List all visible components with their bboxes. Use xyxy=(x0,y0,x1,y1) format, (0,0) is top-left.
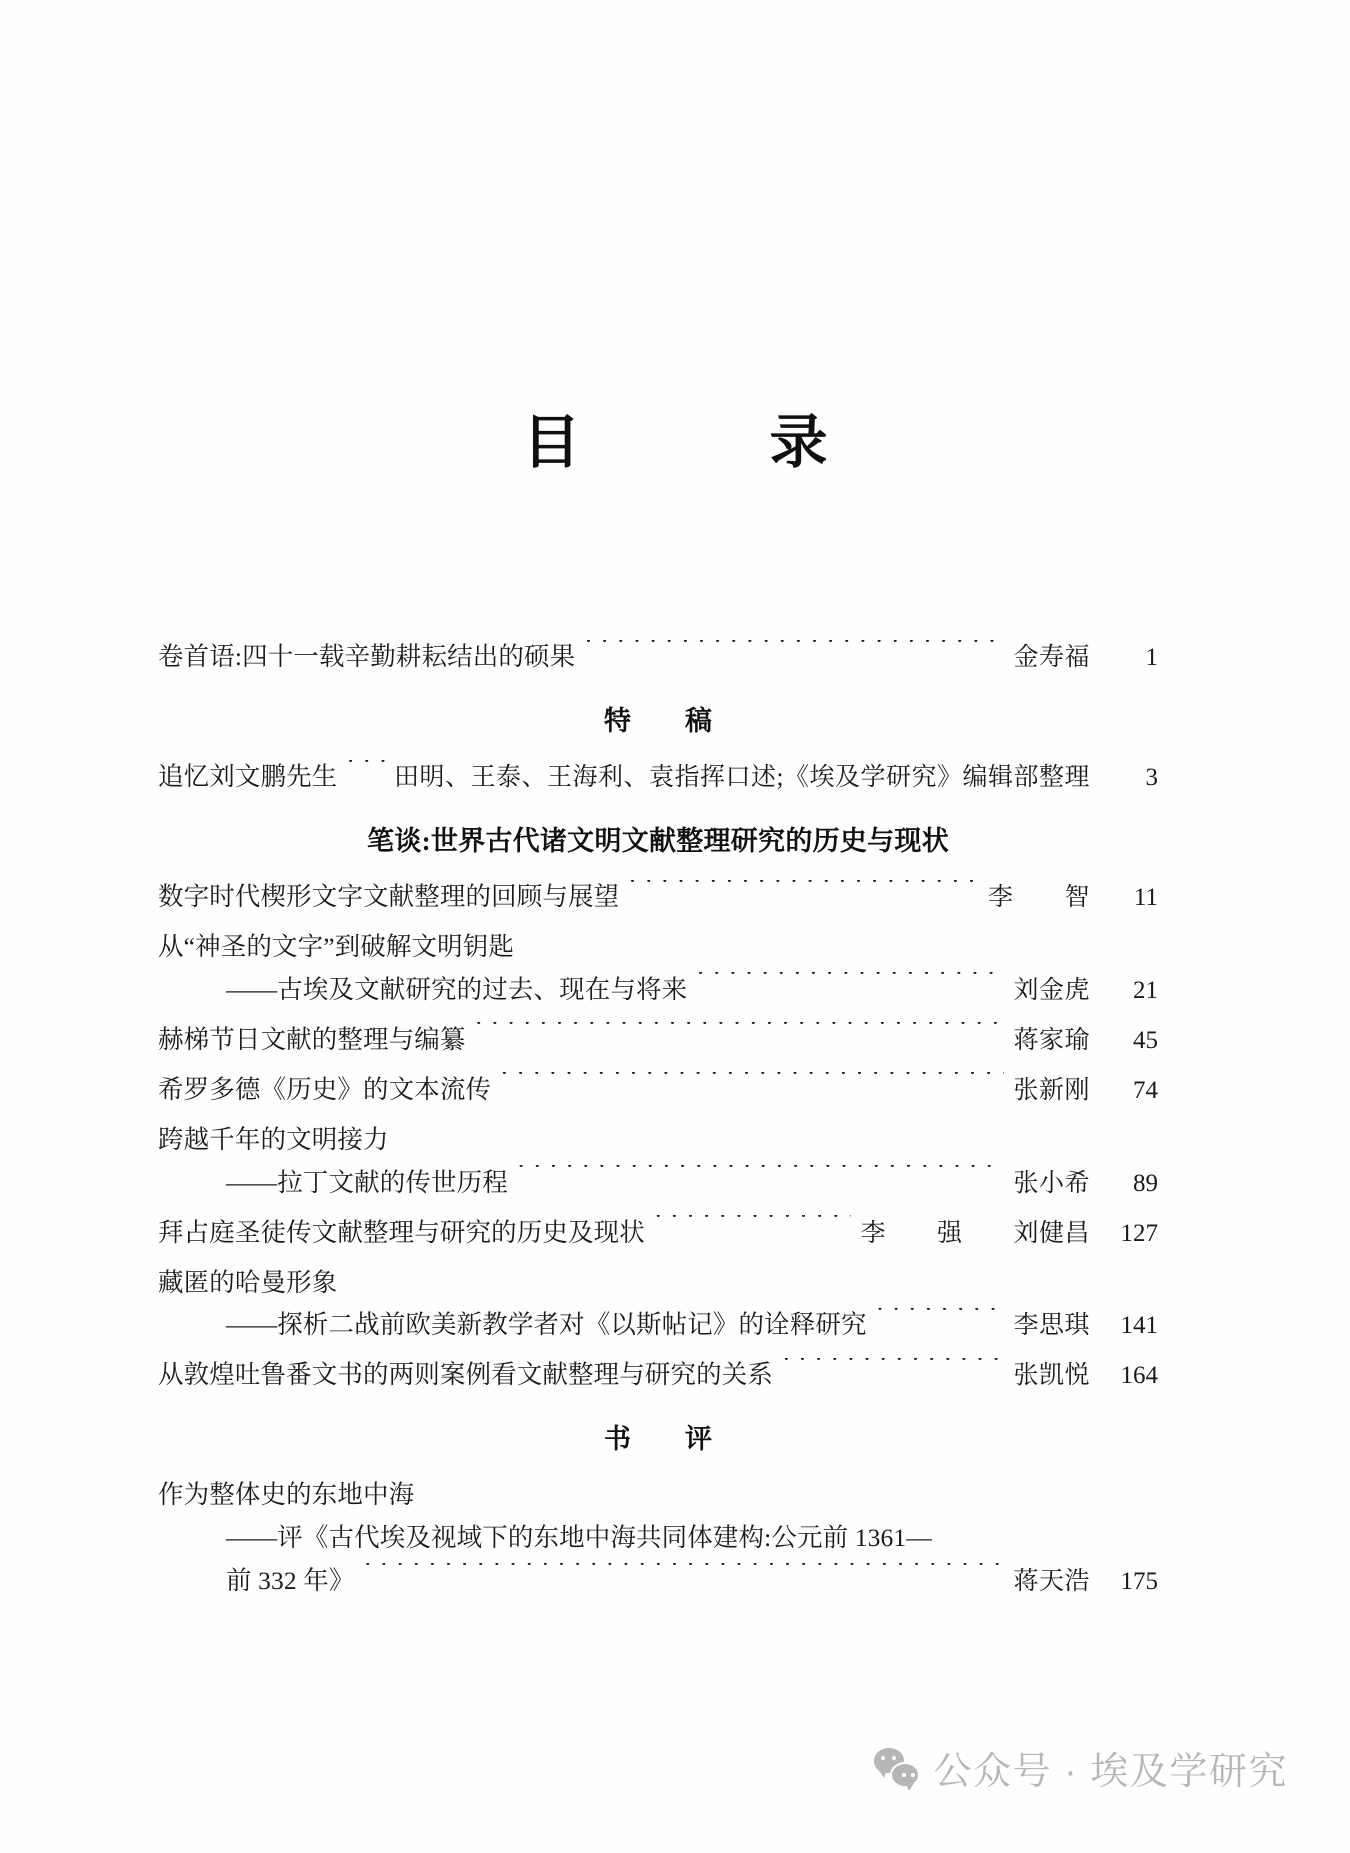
toc-entry-authors: 李 强 刘健昌 xyxy=(860,1219,1090,1247)
toc-entry[interactable] xyxy=(158,638,1158,677)
toc-entry-title-line[interactable] xyxy=(158,1121,1158,1160)
toc-entry-title: 藏匿的哈曼形象 xyxy=(158,1267,338,1297)
toc-entry[interactable] xyxy=(158,1214,1158,1253)
toc-entry-title: ——评《古代埃及视域下的东地中海共同体建构:公元前 1361— xyxy=(226,1523,932,1552)
toc-entry[interactable] xyxy=(158,1562,1158,1601)
leader-dots xyxy=(876,1308,1005,1334)
toc-entry-title: 从敦煌吐鲁番文书的两则案例看文献整理与研究的关系 xyxy=(158,1360,774,1390)
toc-entry-title: 卷首语:四十一载辛勤耕耘结出的硕果 xyxy=(158,642,576,671)
toc-entry-title: 赫梯节日文献的整理与编纂 xyxy=(158,1024,466,1054)
toc-entry[interactable] xyxy=(158,1071,1158,1110)
leader-dots xyxy=(364,1563,1005,1589)
toc-entry-authors: 蒋家瑜 xyxy=(1013,1026,1090,1054)
section-heading: 笔谈:世界古代诸文明文献整理研究的历史与现状 xyxy=(367,826,949,856)
toc-entry-title: 从“神圣的文字”到破解文明钥匙 xyxy=(158,932,515,961)
leader-dots xyxy=(475,1022,1005,1048)
toc-entry-title: ——探析二战前欧美新教学者对《以斯帖记》的诠释研究 xyxy=(226,1310,867,1340)
toc-entry-title-line[interactable] xyxy=(158,1519,1158,1558)
wechat-icon xyxy=(874,1748,920,1788)
toc-entry-title: 数字时代楔形文字文献整理的回顾与展望 xyxy=(158,882,620,911)
toc-entry-page: 175 xyxy=(1120,1567,1158,1595)
toc-entry-page: 74 xyxy=(1133,1076,1158,1104)
table-of-contents xyxy=(158,638,1158,1612)
toc-entry[interactable] xyxy=(158,1306,1158,1345)
toc-entry-page: 1 xyxy=(1145,644,1158,671)
watermark-label: 公众号 · 埃及学研究 xyxy=(933,1751,1288,1793)
section-heading: 特 稿 xyxy=(604,706,726,736)
toc-entry-title: ——古埃及文献研究的过去、现在与将来 xyxy=(226,974,688,1004)
leader-dots xyxy=(696,972,1004,998)
toc-entry-page: 127 xyxy=(1120,1219,1158,1247)
leader-dots xyxy=(628,880,979,906)
toc-entry[interactable] xyxy=(158,878,1158,917)
leader-dots xyxy=(584,640,1004,666)
toc-entry-authors: 田明、王泰、王海利、袁指挥口述;《埃及学研究》编辑部整理 xyxy=(394,764,1090,791)
toc-entry[interactable] xyxy=(158,1164,1158,1203)
toc-entry-authors: 张小希 xyxy=(1013,1169,1090,1197)
leader-dots xyxy=(517,1165,1005,1191)
toc-entry-title: 希罗多德《历史》的文本流传 xyxy=(158,1074,492,1104)
toc-entry-authors: 李思琪 xyxy=(1013,1312,1090,1340)
page-title: 目 录 xyxy=(522,410,852,475)
toc-entry-title-line[interactable] xyxy=(158,928,1158,967)
section-heading: 书 评 xyxy=(604,1424,726,1455)
toc-entry[interactable] xyxy=(158,758,1158,797)
toc-entry-page: 45 xyxy=(1133,1026,1158,1054)
toc-entry-authors: 刘金虎 xyxy=(1013,976,1090,1004)
toc-entry-title: 作为整体史的东地中海 xyxy=(158,1480,415,1510)
toc-entry[interactable] xyxy=(158,971,1158,1010)
toc-entry-page: 141 xyxy=(1120,1312,1158,1340)
toc-entry-title-line[interactable] xyxy=(158,1264,1158,1303)
toc-entry-title: 前 332 年》 xyxy=(226,1565,355,1595)
toc-entry-authors: 金寿福 xyxy=(1013,644,1090,671)
watermark xyxy=(874,1740,1289,1795)
toc-entry-page: 89 xyxy=(1133,1169,1158,1197)
toc-entry-title: 拜占庭圣徒传文献整理与研究的历史及现状 xyxy=(158,1217,645,1247)
toc-entry-title: ——拉丁文献的传世历程 xyxy=(226,1167,508,1197)
leader-dots xyxy=(654,1215,852,1241)
toc-entry[interactable] xyxy=(158,1356,1158,1395)
toc-entry[interactable] xyxy=(158,1021,1158,1060)
toc-entry-page: 164 xyxy=(1120,1362,1158,1390)
toc-entry-title: 跨越千年的文明接力 xyxy=(158,1124,389,1154)
toc-entry-page: 21 xyxy=(1133,976,1158,1004)
toc-entry-authors: 张凯悦 xyxy=(1013,1362,1090,1390)
toc-entry-authors: 李 智 xyxy=(987,884,1090,911)
leader-dots xyxy=(782,1358,1004,1384)
toc-entry-title: 追忆刘文鹏先生 xyxy=(158,762,338,791)
toc-entry-page: 11 xyxy=(1133,884,1158,911)
toc-entry-authors: 蒋天浩 xyxy=(1013,1567,1090,1595)
toc-entry-authors: 张新刚 xyxy=(1013,1076,1090,1104)
toc-entry-title-line[interactable] xyxy=(158,1476,1158,1515)
leader-dots xyxy=(346,760,385,786)
leader-dots xyxy=(500,1072,1004,1098)
toc-entry-page: 3 xyxy=(1145,764,1158,791)
